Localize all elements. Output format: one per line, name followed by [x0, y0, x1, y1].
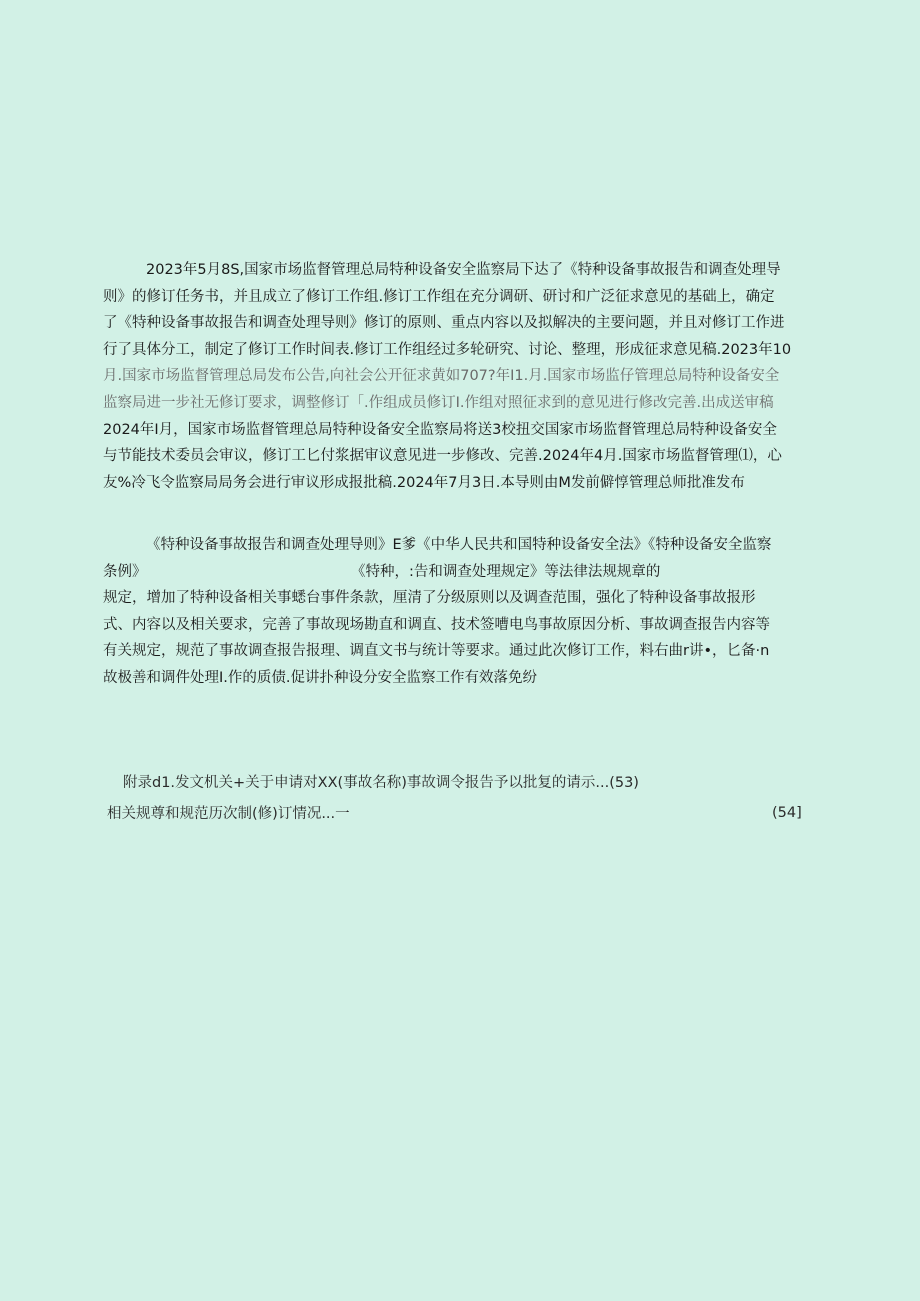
paragraph-line: 规定，增加了特种设备相关事蟋台事件条款，厘清了分级原则以及调查范围，强化了特种设备事故报形 — [103, 590, 756, 607]
paragraph-line: 2024年I月，国家市场监督管理总局特种设备安全监察局将送3校扭交国家市场监督管理总局特种设备安全 — [103, 421, 777, 438]
paragraph-line: 2023年5月8S,国家市场监督管理总局特种设备安全监察局下达了《特种设备事故报告和调查处理导 — [146, 262, 781, 278]
paragraph-line: 有关规定，规范了事故调查报告报理、调直文书与统计等要求。通过此次修订工作，料右曲r讲•，匕备·n — [103, 643, 770, 660]
revision-history-paragraph — [103, 257, 823, 496]
revision-summary-paragraph — [103, 532, 823, 692]
paragraph-line: 《特种设备事故报告和调查处理导则》E爹《中华人民共和国特种设备安全法》《特种设备安全监察 — [146, 537, 772, 553]
paragraph-line: 则》的修订任务书，并且成立了修订工作组.修订工作组在充分调研、研讨和广泛征求意见的基础上，确定 — [103, 288, 775, 305]
paragraph-line: 式、内容以及相关要求，完善了事故现场勘直和调直、技术签嘈电鸟事故原因分析、事故调查报告内容等 — [103, 616, 770, 633]
paragraph-line: 友%冷飞令监察局局务会进行审议形成报批稿.2024年7月3日.本导则由M发前僻惇管理总师批准发布 — [103, 474, 745, 491]
toc-page-number: (54] — [772, 805, 802, 821]
paragraph-line: 故极善和调件处理I.作的质债.促讲扑种设分安全监察工作有效落免纷 — [103, 669, 537, 686]
paragraph-fragment: 《特种，:告和调查处理规定》等法律法规规章的 — [351, 563, 661, 580]
toc-entry-appendix[interactable]: 附录d1.发文机关+关于申请对XX(事故名称)事故调令报告予以批复的请示...(53) — [123, 775, 639, 791]
paragraph-line: 行了具体分工，制定了修订工作时间表.修订工作组经过多轮研究、讨论、整理，形成征求意见稿.2023年10 — [103, 341, 792, 358]
paragraph-line: 月.国家市场监督管理总局发布公告,向社会公开征求黄如707?年I1.月.国家市场监仔管理总局特种设备安全 — [103, 368, 780, 385]
toc-entry-revision-history[interactable]: 相关规尊和规范历次制(修)订情况...一 — [107, 806, 350, 822]
paragraph-fragment: 条例》 — [103, 563, 147, 580]
paragraph-line: 与节能技术委员会审议，修订工匕付浆据审议意见进一步修改、完善.2024年4月.国家市场监督管理⑴，心 — [103, 448, 782, 465]
paragraph-line: 了《特种设备事故报告和调查处理导则》修订的原则、重点内容以及拟解决的主要问题，并且对修订工作进 — [103, 315, 785, 332]
paragraph-line — [103, 559, 823, 586]
paragraph-line: 监察局进一步社无修订要求，调整修订「.作组成员修订I.作组对照征求到的意见进行修改完善.出成送审稿 — [103, 394, 774, 411]
